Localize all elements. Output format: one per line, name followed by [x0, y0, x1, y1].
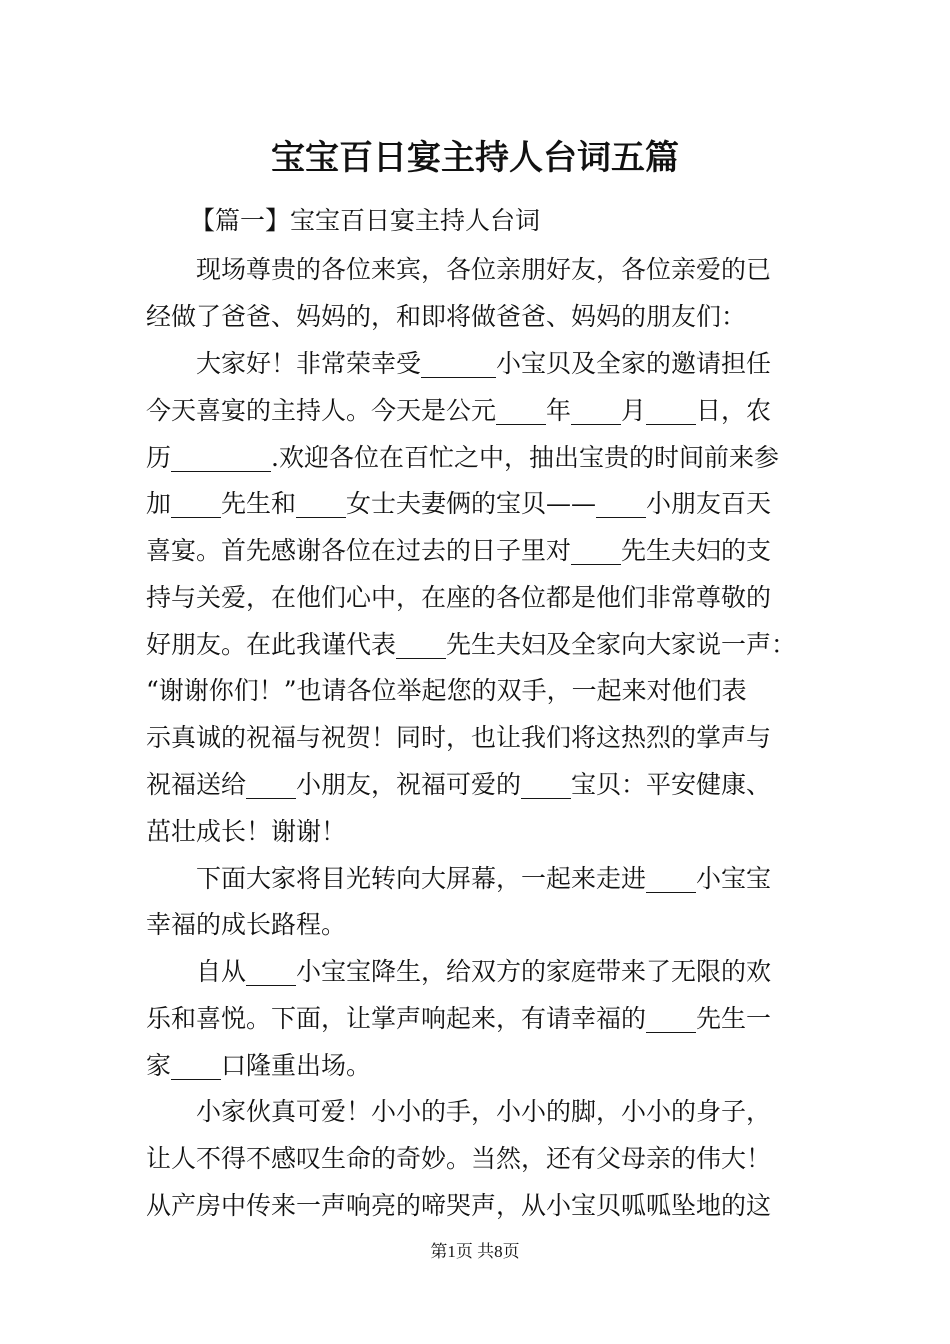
paragraph-line: 幸福的成长路程。: [146, 910, 347, 939]
paragraph-line: 让人不得不感叹生命的奇妙。当然，还有父母亲的伟大！: [146, 1144, 772, 1173]
paragraph-line: 经做了爸爸、妈妈的，和即将做爸爸、妈妈的朋友们：: [146, 302, 747, 331]
paragraph-line: “谢谢你们！”也请各位举起您的双手，一起来对他们表: [146, 676, 747, 705]
paragraph-line: 持与关爱，在他们心中，在座的各位都是他们非常尊敬的: [146, 583, 772, 612]
page-title: 宝宝百日宴主持人台词五篇: [271, 138, 679, 178]
paragraph-line: 示真诚的祝福与祝贺！同时，也让我们将这热烈的掌声与: [146, 723, 772, 752]
paragraph-line: 从产房中传来一声响亮的啼哭声，从小宝贝呱呱坠地的这: [146, 1191, 772, 1220]
page-indicator: 第1页 共8页: [430, 1242, 520, 1261]
paragraph-line: 现场尊贵的各位来宾，各位亲朋好友，各位亲爱的已: [196, 255, 772, 284]
paragraph-line: 加____先生和____女士夫妻俩的宝贝——____小朋友百天: [146, 489, 772, 518]
paragraph-line: 喜宴。首先感谢各位在过去的日子里对____先生夫妇的支: [146, 536, 772, 565]
paragraph-line: 祝福送给____小朋友，祝福可爱的____宝贝：平安健康、: [146, 770, 772, 799]
paragraph-line: 茁壮成长！谢谢！: [146, 817, 347, 846]
paragraph-line: 大家好！非常荣幸受______小宝贝及全家的邀请担任: [196, 349, 772, 378]
paragraph-line: 小家伙真可爱！小小的手，小小的脚，小小的身子，: [196, 1097, 772, 1126]
paragraph-line: 家____口隆重出场。: [146, 1051, 372, 1080]
paragraph-line: 自从____小宝宝降生，给双方的家庭带来了无限的欢: [196, 957, 772, 986]
paragraph-line: 好朋友。在此我谨代表____先生夫妇及全家向大家说一声：: [146, 630, 797, 659]
section-heading: 【篇一】宝宝百日宴主持人台词: [190, 206, 541, 235]
paragraph-line: 今天喜宴的主持人。今天是公元____年____月____日，农: [146, 396, 772, 425]
paragraph-line: 乐和喜悦。下面，让掌声响起来，有请幸福的____先生一: [146, 1004, 772, 1033]
paragraph-line: 下面大家将目光转向大屏幕，一起来走进____小宝宝: [196, 864, 772, 893]
paragraph-line: 历________.欢迎各位在百忙之中，抽出宝贵的时间前来参: [146, 443, 779, 472]
